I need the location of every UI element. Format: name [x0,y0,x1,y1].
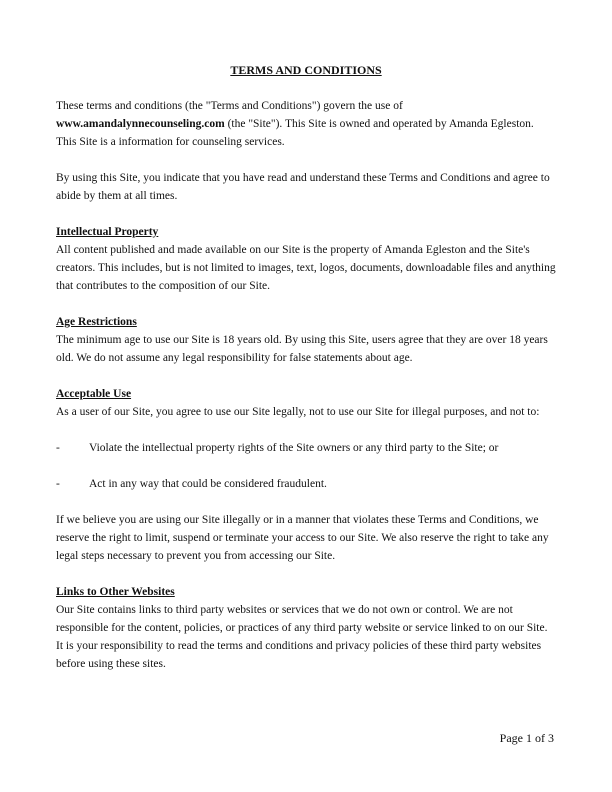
intro-text-after: (the "Site"). This Site is owned and operated by Amanda Egleston. This Site is a information for counseling services. [56,118,534,148]
intro-paragraph-2: By using this Site, you indicate that you have read and understand these Terms and Conditions and agree to abide by them at all times. [56,172,550,202]
section-heading: Acceptable Use [56,388,132,400]
section-body: Our Site contains links to third party websites or services that we do not own or control. We are not responsible for the content, policies, or practices of any third party website or service linked to on our Site. It is your responsibility to read the terms and conditions and privacy policies of these third party websites before using these sites. [56,604,548,670]
section-age-restrictions [56,313,556,367]
section-closing: If we believe you are using our Site illegally or in a manner that violates these Terms and Conditions, we reserve the right to limit, suspend or terminate your access to our Site. We also reserve the right to take any legal steps necessary to prevent you from accessing our Site. [56,514,549,562]
page-number: Page 1 of 3 [499,731,554,745]
list-item [56,439,556,457]
section-intellectual-property [56,223,556,295]
section-links-other-websites [56,583,556,673]
section-heading: Links to Other Websites [56,586,175,598]
list-item [56,475,556,493]
site-url: www.amandalynnecounseling.com [56,118,225,130]
section-acceptable-use [56,385,556,565]
section-heading: Age Restrictions [56,316,137,328]
document-body [56,97,556,691]
section-body: As a user of our Site, you agree to use our Site legally, not to use our Site for illegal purposes, and not to: [56,406,540,418]
intro-paragraph-1 [56,97,556,151]
document-title: TERMS AND CONDITIONS [230,63,382,77]
bullet-dash: - [56,442,60,454]
bullet-dash: - [56,478,60,490]
intro-text-before: These terms and conditions (the "Terms and Conditions") govern the use of [56,100,403,112]
section-body: All content published and made available on our Site is the property of Amanda Egleston and the Site's creators. This includes, but is not limited to images, text, logos, documents, downloadable files and anything that contributes to the composition of our Site. [56,244,556,292]
list-item-text: Violate the intellectual property rights of the Site owners or any third party to the Site; or [89,442,499,454]
section-body: The minimum age to use our Site is 18 years old. By using this Site, users agree that they are over 18 years old. We do not assume any legal responsibility for false statements about age. [56,334,548,364]
list-item-text: Act in any way that could be considered fraudulent. [89,478,327,490]
section-heading: Intellectual Property [56,226,159,238]
